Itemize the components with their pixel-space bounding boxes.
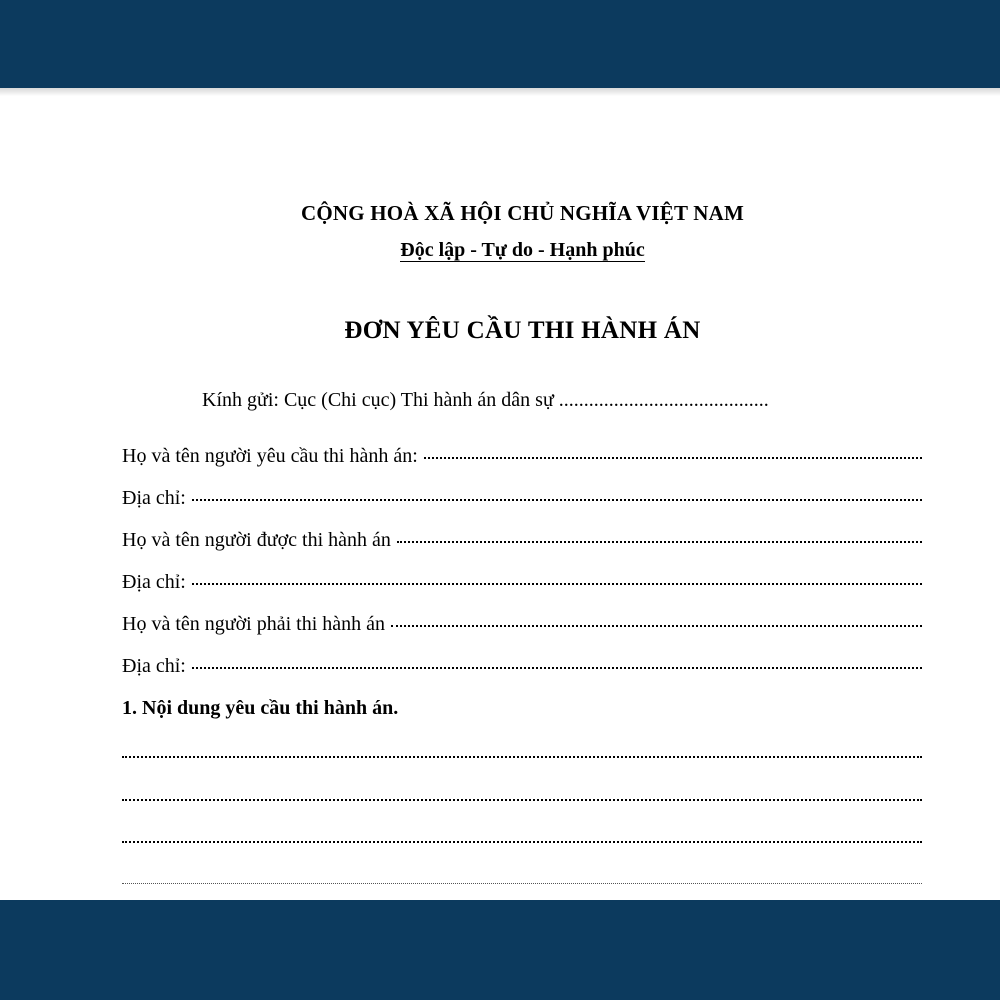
section-1-heading: 1. Nội dung yêu cầu thi hành án. — [122, 697, 399, 719]
form-title: ĐƠN YÊU CẦU THI HÀNH ÁN — [344, 317, 701, 344]
national-motto — [0, 239, 1000, 262]
beneficiary-address-field — [122, 571, 922, 594]
document-page — [0, 88, 1000, 900]
national-title: CỘNG HOÀ XÃ HỘI CHỦ NGHĨA VIỆT NAM — [301, 201, 744, 225]
beneficiary-name-blank — [397, 540, 922, 543]
requester-address-label: Địa chỉ: — [122, 487, 186, 509]
bottom-banner — [0, 900, 1000, 1000]
obligor-address-field — [122, 655, 922, 678]
application-form — [0, 88, 1000, 900]
beneficiary-name-field — [122, 529, 922, 552]
beneficiary-address-blank — [192, 582, 922, 585]
section-1-blank-line — [122, 798, 922, 801]
obligor-name-field — [122, 613, 922, 636]
section-1-blank-line — [122, 882, 922, 884]
requester-name-blank — [424, 456, 922, 459]
national-motto-text: Độc lập - Tự do - Hạnh phúc — [400, 239, 645, 261]
obligor-address-label: Địa chỉ: — [122, 655, 186, 677]
beneficiary-address-label: Địa chỉ: — [122, 571, 186, 593]
requester-name-label: Họ và tên người yêu cầu thi hành án: — [122, 445, 418, 467]
beneficiary-name-label: Họ và tên người được thi hành án — [122, 529, 391, 551]
recipient-line: Kính gửi: Cục (Chi cục) Thi hành án dân sự .......................................... — [202, 389, 769, 411]
section-1-blank-line — [122, 755, 922, 758]
top-banner — [0, 0, 1000, 88]
obligor-name-label: Họ và tên người phải thi hành án — [122, 613, 386, 635]
requester-name-field — [122, 445, 922, 468]
obligor-address-blank — [192, 666, 922, 669]
requester-address-field — [122, 487, 922, 510]
requester-address-blank — [192, 498, 922, 501]
section-1-blank-line — [122, 840, 922, 843]
obligor-name-blank — [391, 624, 922, 627]
